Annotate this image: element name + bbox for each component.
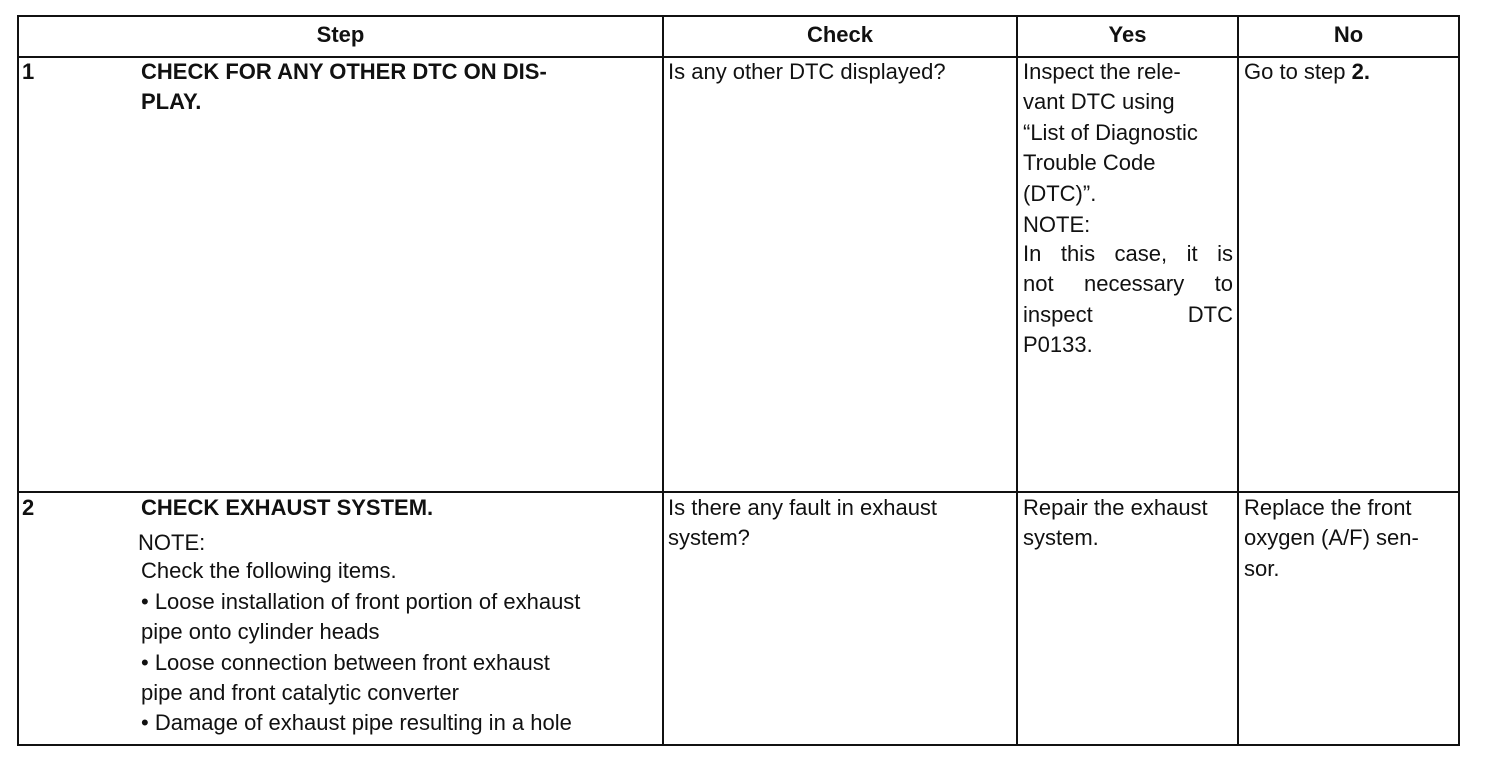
row-1-number: 1 bbox=[22, 59, 35, 84]
table-border-left bbox=[17, 15, 19, 746]
column-divider-yes bbox=[1016, 15, 1018, 746]
row-2-number: 2 bbox=[22, 495, 35, 520]
row-2-note-line: pipe and front catalytic converter bbox=[141, 680, 459, 706]
row-2-yes-line: Repair the exhaust bbox=[1023, 495, 1208, 520]
row-2-no-line: oxygen (A/F) sen- bbox=[1244, 525, 1419, 551]
row-2-note-line: pipe onto cylinder heads bbox=[141, 619, 380, 645]
row-1-yes-note-line: In this case, it is bbox=[1023, 241, 1233, 267]
row-1-no-step-link: 2. bbox=[1351, 59, 1370, 84]
row-1-yes bbox=[1023, 57, 1233, 361]
header-check: Check bbox=[806, 22, 874, 47]
column-divider-check bbox=[662, 15, 664, 746]
header-yes: Yes bbox=[1108, 22, 1147, 47]
row-1-yes-line: Trouble Code bbox=[1023, 150, 1156, 176]
row-2-note-line: • Loose connection between front exhaust bbox=[141, 649, 550, 675]
row-2-yes-line: system. bbox=[1023, 525, 1099, 551]
row-1-yes-note-line: inspect DTC bbox=[1023, 301, 1233, 327]
row-1-no-prefix: Go to step bbox=[1244, 59, 1352, 84]
row-2-check-line: Is there any fault in exhaust bbox=[668, 495, 938, 520]
row-2-no-line: sor. bbox=[1244, 555, 1280, 581]
row-2-check bbox=[668, 493, 1008, 554]
table-border-bottom bbox=[17, 744, 1460, 746]
header-no: No bbox=[1333, 22, 1364, 47]
row-1-yes-note-label: NOTE: bbox=[1023, 212, 1091, 238]
row-2-note-label: NOTE: bbox=[138, 530, 206, 556]
row-2-note-intro: Check the following items. bbox=[141, 558, 397, 584]
row-2-yes bbox=[1023, 493, 1233, 554]
row-2-no-line: Replace the front bbox=[1244, 495, 1412, 520]
row-2-check-line: system? bbox=[668, 525, 750, 551]
row-2-note-line: • Loose installation of front portion of exhaust bbox=[141, 588, 581, 614]
row-2-no bbox=[1244, 493, 1454, 584]
row-2-note-line: • Damage of exhaust pipe resulting in a hole bbox=[141, 710, 572, 736]
row-1-step-line: CHECK FOR ANY OTHER DTC ON DIS- bbox=[141, 59, 547, 84]
row-1-yes-line: Inspect the rele- bbox=[1023, 59, 1181, 84]
header-step: Step bbox=[316, 22, 365, 47]
row-2-step-title: CHECK EXHAUST SYSTEM. bbox=[141, 495, 434, 520]
row-1-step-line: PLAY. bbox=[141, 89, 202, 115]
row-1-step-title bbox=[141, 57, 656, 118]
column-divider-no bbox=[1237, 15, 1239, 746]
row-1-check: Is any other DTC displayed? bbox=[668, 59, 946, 84]
row-1-yes-note-line: P0133. bbox=[1023, 332, 1093, 358]
row-1-no bbox=[1244, 57, 1454, 87]
row-1-yes-line: (DTC)”. bbox=[1023, 180, 1097, 206]
table-border-right bbox=[1458, 15, 1460, 746]
row-1-yes-note-line: not necessary to bbox=[1023, 271, 1233, 297]
row-1-yes-line: “List of Diagnostic bbox=[1023, 119, 1198, 145]
row-2-step bbox=[138, 493, 656, 739]
row-1-yes-line: vant DTC using bbox=[1023, 89, 1175, 115]
